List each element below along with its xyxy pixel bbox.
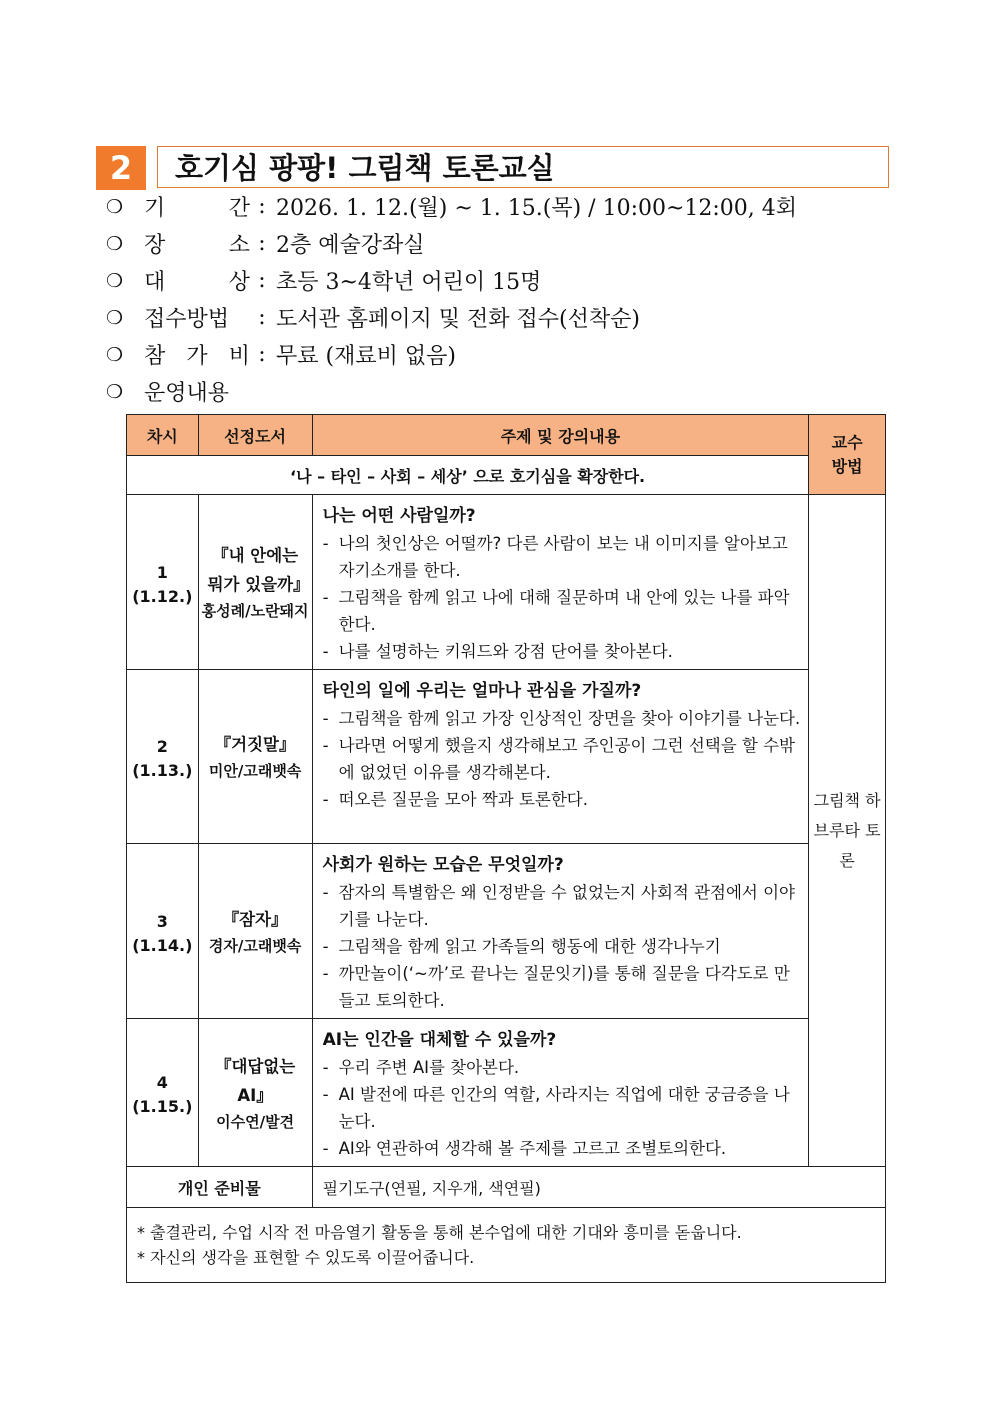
program-schedule-table [126, 414, 886, 1283]
circle-bullet-icon: ❍ [106, 306, 124, 329]
info-row-registration: ❍ 접수방법 : 도서관 홈페이지 및 전화 접수(선착순) [106, 299, 797, 336]
info-label: 장 소 [144, 233, 250, 258]
header-book: 선정도서 [198, 415, 312, 456]
method-cell: 그림책 하브루타 토론 [809, 495, 886, 1167]
info-label: 접수방법 [144, 307, 230, 332]
session-cell: 4 (1.15.) [127, 1019, 199, 1167]
info-value: 무료 (재료비 없음) [276, 344, 456, 369]
info-row-target: ❍ 대 상 : 초등 3~4학년 어린이 15명 [106, 262, 797, 299]
circle-bullet-icon: ❍ [106, 195, 124, 218]
info-row-place: ❍ 장 소 : 2층 예술강좌실 [106, 225, 797, 262]
content-cell: AI는 인간을 대체할 수 있을까? - 우리 주변 AI를 찾아본다. - AI 발전에 따른 인간의 역할, 사라지는 직업에 대한 궁금증을 나눈다. - AI와 연관하여 생각해 볼 주제를 고르고 조별토의한다. [312, 1019, 809, 1167]
prep-value: 필기도구(연필, 지우개, 색연필) [312, 1167, 885, 1208]
circle-bullet-icon: ❍ [106, 380, 124, 403]
circle-bullet-icon: ❍ [106, 232, 124, 255]
book-cell: 『잠자』 경자/고래뱃속 [198, 844, 312, 1019]
info-label: 참 가 비 [144, 344, 250, 369]
info-row-period: ❍ 기 간 : 2026. 1. 12.(월) ~ 1. 15.(목) / 10:00~12:00, 4회 [106, 188, 797, 225]
info-value: 2층 예술강좌실 [276, 233, 425, 258]
info-label: 기 간 [144, 196, 250, 221]
header-method: 교수 방법 [809, 415, 886, 495]
header-content: 주제 및 강의내용 [312, 415, 809, 456]
session-cell: 3 (1.14.) [127, 844, 199, 1019]
info-label: 운영내용 [144, 381, 230, 406]
table-row [127, 1019, 886, 1167]
circle-bullet-icon: ❍ [106, 343, 124, 366]
notes-cell [127, 1208, 886, 1283]
info-value: 초등 3~4학년 어린이 15명 [276, 270, 542, 295]
topic-title: 나는 어떤 사람일까? [322, 506, 476, 526]
content-cell: 타인의 일에 우리는 얼마나 관심을 가질까? - 그림책을 함께 읽고 가장 인상적인 장면을 찾아 이야기를 나눈다. - 나라면 어떻게 했을지 생각해보고 주인공이 그런 선택을 할 수밖에 없었던 이유를 생각해본다. - 떠오른 질문을 모아 짝과 토론한다. [312, 670, 809, 844]
topic-title: AI는 인간을 대체할 수 있을까? [322, 1030, 557, 1050]
topic-title: 사회가 원하는 모습은 무엇일까? [322, 855, 564, 875]
session-cell: 1 (1.12.) [127, 495, 199, 670]
info-label: 대 상 [144, 270, 250, 295]
book-cell: 『내 안에는 뭐가 있을까』 홍성례/노란돼지 [198, 495, 312, 670]
session-cell: 2 (1.13.) [127, 670, 199, 844]
circle-bullet-icon: ❍ [106, 269, 124, 292]
info-row-program [106, 373, 797, 410]
book-cell: 『거짓말』 미안/고래뱃속 [198, 670, 312, 844]
table-row [127, 495, 886, 670]
content-cell: 사회가 원하는 모습은 무엇일까? - 잠자의 특별함은 왜 인정받을 수 없었는지 사회적 관점에서 이야기를 나눈다. - 그림책을 함께 읽고 가족들의 행동에 대한 생각나누기 - 까만놀이(‘~까’로 끝나는 질문잇기)를 통해 질문을 다각도로 만들고 토의한다. [312, 844, 809, 1019]
section-number-badge: 2 [96, 146, 146, 190]
content-cell: 나는 어떤 사람일까? - 나의 첫인상은 어떨까? 다른 사람이 보는 내 이미지를 알아보고 자기소개를 한다. - 그림책을 함께 읽고 나에 대해 질문하며 내 안에 있는 나를 파악한다. - 나를 설명하는 키워드와 강점 단어를 찾아본다. [312, 495, 809, 670]
table-row [127, 670, 886, 844]
topic-title: 타인의 일에 우리는 얼마나 관심을 가질까? [322, 681, 642, 701]
info-value: 2026. 1. 12.(월) ~ 1. 15.(목) / 10:00~12:00, 4회 [276, 196, 798, 221]
info-value: 도서관 홈페이지 및 전화 접수(선착순) [276, 307, 640, 332]
book-cell: 『대답없는 AI』 이수연/발견 [198, 1019, 312, 1167]
header-session: 차시 [127, 415, 199, 456]
note-line: * 출결관리, 수업 시작 전 마음열기 활동을 통해 본수업에 대한 기대와 흥미를 돋웁니다. [137, 1223, 742, 1242]
table-subtitle: ‘나 – 타인 – 사회 – 세상’ 으로 호기심을 확장한다. [127, 456, 809, 495]
program-info-list [106, 188, 797, 410]
section-title: 호기심 팡팡! 그림책 토론교실 [157, 146, 889, 188]
table-row [127, 844, 886, 1019]
note-line: * 자신의 생각을 표현할 수 있도록 이끌어줍니다. [137, 1248, 475, 1267]
info-row-fee: ❍ 참 가 비 : 무료 (재료비 없음) [106, 336, 797, 373]
prep-label: 개인 준비물 [127, 1167, 313, 1208]
